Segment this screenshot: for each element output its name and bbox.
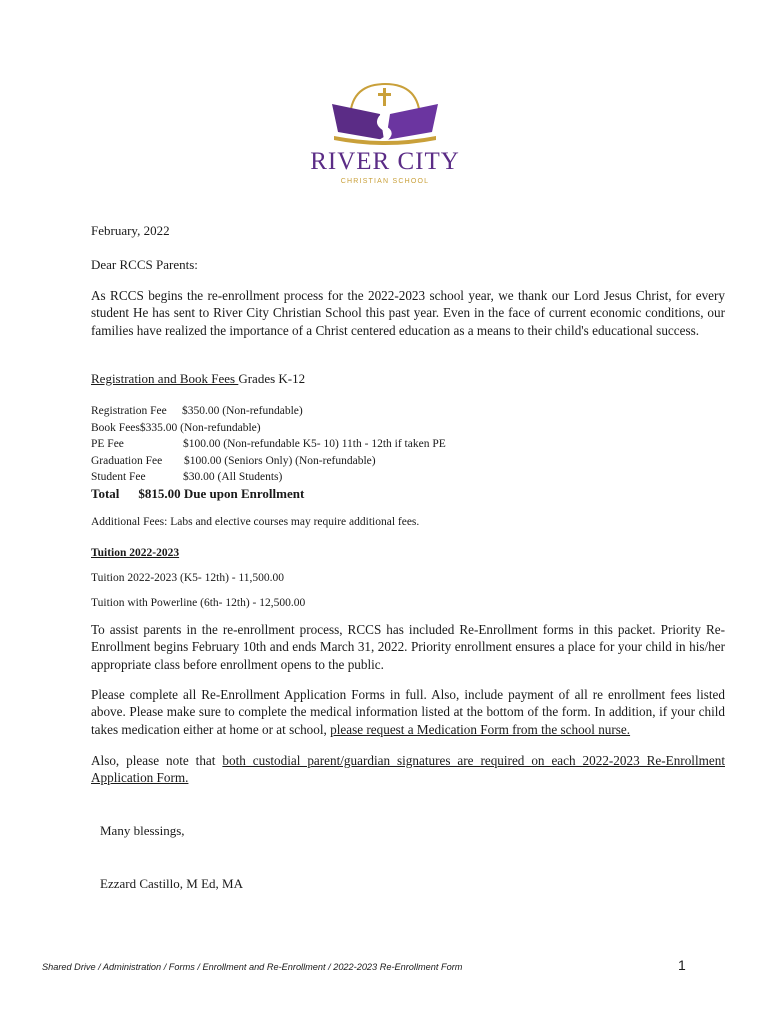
school-logo [288, 80, 482, 188]
fee-value: $30.00 (All Students) [183, 471, 283, 484]
logo-emblem-icon [288, 80, 482, 146]
fee-label: PE Fee [91, 438, 124, 451]
tuition-line: Tuition with Powerline (6th- 12th) - 12,500.00 [91, 597, 306, 609]
complete-text: Please complete all Re-Enrollment Application Forms in full. Also, include payment of all re enrollment fees listed above. Please make sure to complete the medical information listed at the bottom of the form. In addition, if your child takes medication either at home or at school, [91, 687, 725, 737]
total-value: $815.00 Due upon Enrollment [138, 486, 305, 501]
fee-value: $350.00 (Non-refundable) [182, 405, 303, 417]
signature-note [91, 752, 725, 787]
assist-paragraph: To assist parents in the re-enrollment process, RCCS has included Re-Enrollment forms in this packet. Priority Re-Enrollment begins February 10th and ends March 31, 2022. Priority enrollment ensures a place for your child in his/her appropriate class before enrollment opens to the public. [91, 622, 725, 672]
tuition-heading: Tuition 2022-2023 [91, 547, 180, 559]
page-number: 1 [678, 957, 686, 973]
logo-title: RIVER CITY [310, 148, 460, 175]
note-underlined: both custodial parent/guardian signatures are required on each 2022-2023 Re-Enrollment Application Form. [91, 753, 725, 786]
fee-row [91, 403, 446, 420]
fee-value: $100.00 (Seniors Only) (Non-refundable) [184, 454, 376, 467]
fee-total [91, 486, 304, 502]
logo-subtitle: CHRISTIAN SCHOOL [340, 178, 430, 185]
total-label: Total [91, 486, 120, 501]
fee-row [91, 469, 446, 486]
fees-heading-rest: Grades K-12 [238, 371, 306, 386]
signature-name: Ezzard Castillo, M Ed, MA [100, 876, 243, 891]
fee-list [91, 403, 446, 486]
fee-label: Registration Fee [91, 405, 167, 417]
fees-heading-underlined: Registration and Book Fees [91, 371, 239, 386]
fee-row [91, 420, 446, 437]
fee-label: Student Fee [91, 471, 146, 484]
medication-form-link[interactable]: please request a Medication Form from the school nurse. [330, 721, 631, 737]
fee-row [91, 453, 446, 470]
additional-fees: Additional Fees: Labs and elective courses may require additional fees. [91, 516, 420, 528]
fee-label: Graduation Fee [91, 454, 163, 467]
fee-value: $100.00 (Non-refundable K5- 10) 11th - 12th if taken PE [183, 438, 446, 451]
salutation: Dear RCCS Parents: [91, 257, 198, 272]
footer-path: Shared Drive / Administration / Forms / Enrollment and Re-Enrollment / 2022-2023 Re-Enrollment Form [42, 962, 463, 972]
fee-value: $335.00 (Non-refundable) [139, 421, 261, 434]
note-prefix: Also, please note that [91, 753, 223, 768]
letter-date: February, 2022 [91, 223, 170, 238]
fees-heading [91, 370, 305, 387]
tuition-line: Tuition 2022-2023 (K5- 12th) - 11,500.00 [91, 572, 285, 584]
fee-label: Book Fees [91, 421, 140, 434]
closing: Many blessings, [100, 823, 185, 838]
complete-paragraph [91, 686, 725, 738]
intro-paragraph: As RCCS begins the re-enrollment process for the 2022-2023 school year, we thank our Lord Jesus Christ, for every student He has sent to River City Christian School this past year. Even in the face of current economic conditions, our families have realized the importance of a Christ centered education as a means to their child's educational success. [91, 288, 725, 338]
fee-row [91, 436, 446, 453]
